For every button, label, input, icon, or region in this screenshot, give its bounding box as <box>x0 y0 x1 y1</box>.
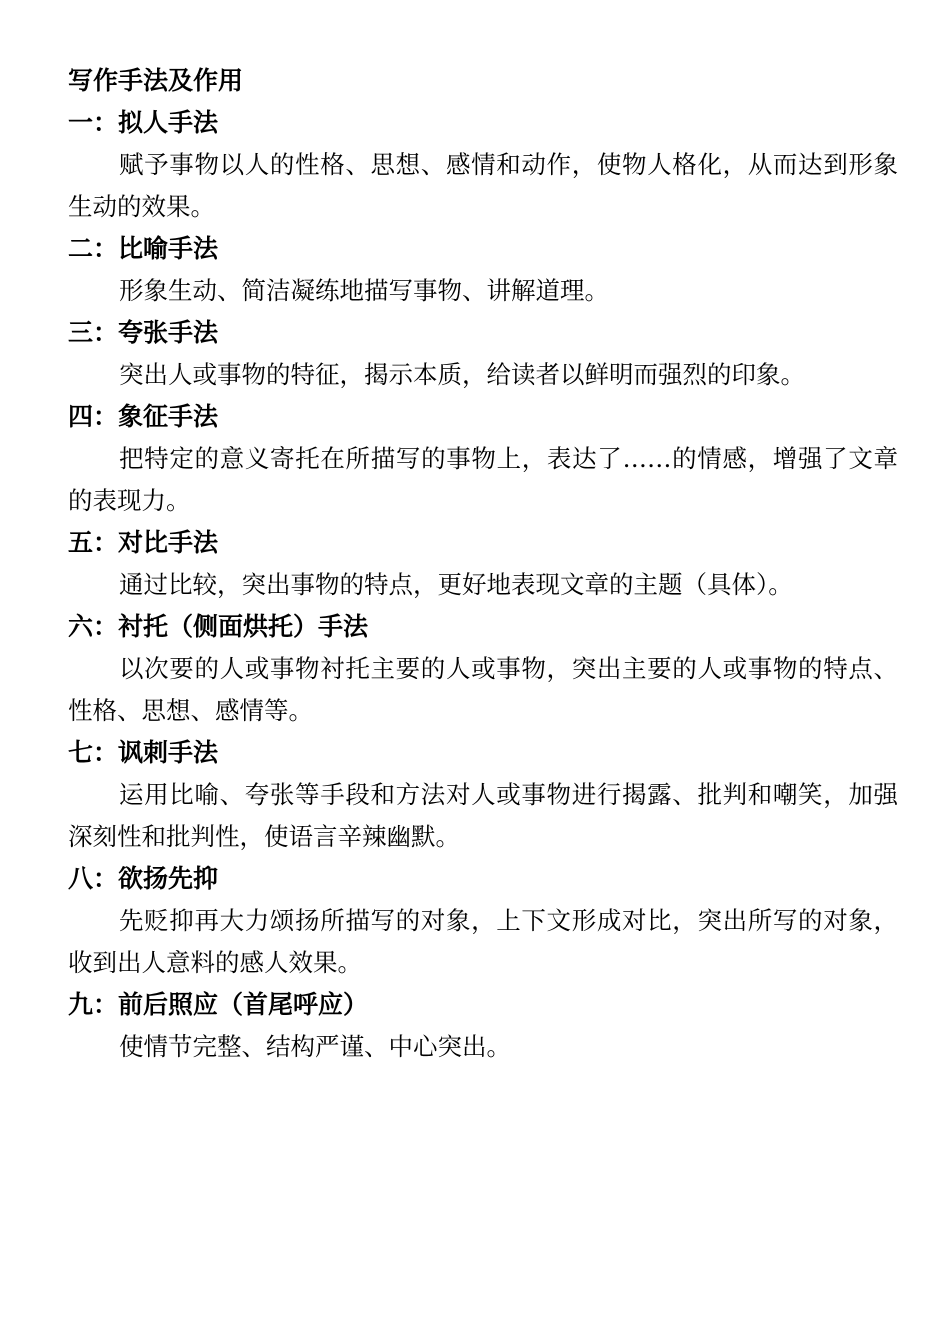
document-content <box>68 60 898 1068</box>
section-exaggeration <box>68 312 898 396</box>
section-body: 使情节完整、结构严谨、中心突出。 <box>119 1032 511 1061</box>
section-foil <box>68 606 898 732</box>
section-echo <box>68 984 898 1068</box>
section-body: 运用比喻、夸张等手段和方法对人或事物进行揭露、批判和嘲笑，加强深刻性和批判性，使语言辛辣幽默。 <box>68 780 898 851</box>
section-personification <box>68 102 898 228</box>
section-body: 把特定的意义寄托在所描写的事物上，表达了……的情感，增强了文章的表现力。 <box>68 444 898 515</box>
section-body: 赋予事物以人的性格、思想、感情和动作，使物人格化，从而达到形象生动的效果。 <box>68 150 898 221</box>
section-heading: 三：夸张手法 <box>68 318 219 347</box>
section-heading: 二：比喻手法 <box>68 234 219 263</box>
document-title: 写作手法及作用 <box>68 66 244 95</box>
section-body: 突出人或事物的特征，揭示本质，给读者以鲜明而强烈的印象。 <box>119 360 805 389</box>
section-heading: 九：前后照应（首尾呼应） <box>68 990 369 1019</box>
section-satire <box>68 732 898 858</box>
section-contrast <box>68 522 898 606</box>
section-body: 以次要的人或事物衬托主要的人或事物，突出主要的人或事物的特点、性格、思想、感情等。 <box>68 654 898 725</box>
section-heading: 八：欲扬先抑 <box>68 864 219 893</box>
section-symbolism <box>68 396 898 522</box>
section-suppress-before-praise <box>68 858 898 984</box>
section-body: 通过比较，突出事物的特点，更好地表现文章的主题（具体）。 <box>119 570 793 599</box>
section-body: 形象生动、简洁凝练地描写事物、讲解道理。 <box>119 276 609 305</box>
section-body: 先贬抑再大力颂扬所描写的对象，上下文形成对比，突出所写的对象，收到出人意料的感人效果。 <box>68 906 898 977</box>
section-heading: 一：拟人手法 <box>68 108 219 137</box>
section-heading: 四：象征手法 <box>68 402 219 431</box>
section-heading: 七：讽刺手法 <box>68 738 219 767</box>
section-heading: 六：衬托（侧面烘托）手法 <box>68 612 369 641</box>
section-metaphor <box>68 228 898 312</box>
section-heading: 五：对比手法 <box>68 528 219 557</box>
